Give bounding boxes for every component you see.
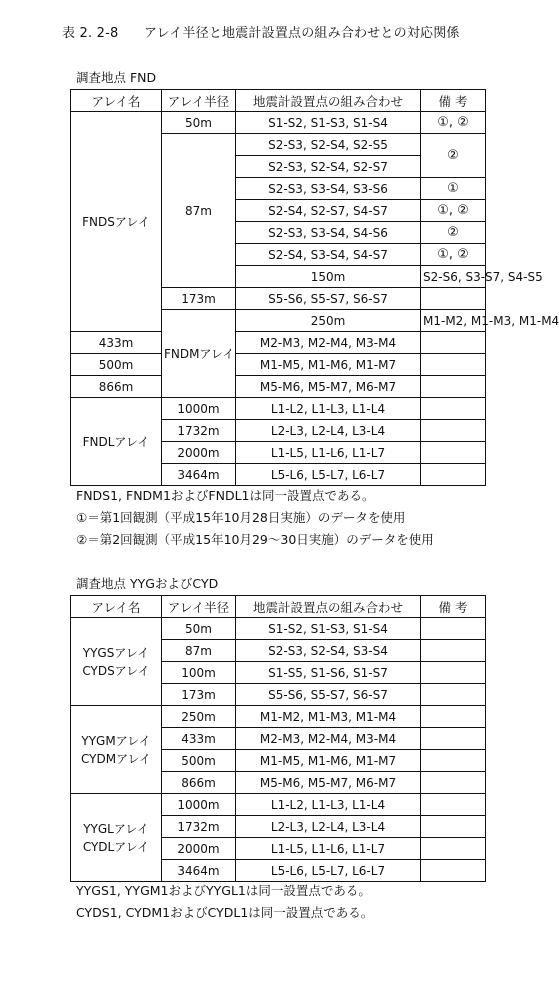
station-combination-cell: S5-S6, S5-S7, S6-S7 [236, 288, 421, 310]
station-combination-cell: M2-M3, M2-M4, M3-M4 [236, 332, 421, 354]
array-radius-cell: 500m [71, 354, 162, 376]
array-radius-cell: 2000m [162, 838, 236, 860]
array-table-fnd [70, 89, 559, 486]
table-header-row [71, 596, 486, 618]
array-radius-cell: 1732m [162, 420, 236, 442]
station-combination-cell: S1-S2, S1-S3, S1-S4 [236, 618, 421, 640]
note-line: YYGS1, YYGM1およびYYGL1は同一設置点である。 [76, 883, 371, 898]
station-combination-cell: S1-S5, S1-S6, S1-S7 [236, 662, 421, 684]
array-radius-cell: 1000m [162, 794, 236, 816]
table-body-fnd [71, 112, 559, 486]
array-radius-cell: 50m [162, 618, 236, 640]
table-row [71, 398, 486, 420]
array-radius-cell: 87m [162, 134, 236, 288]
site-label-yyg-cyd: 調査地点 YYGおよびCYD [76, 576, 219, 591]
header-station-combination: 地震計設置点の組み合わせ [236, 90, 421, 112]
array-radius-cell: 866m [71, 376, 162, 398]
array-name-cell: FNDSアレイ [71, 112, 162, 332]
remark-cell [421, 640, 486, 662]
station-combination-cell: S5-S6, S5-S7, S6-S7 [236, 684, 421, 706]
table-title: アレイ半径と地震計設置点の組み合わせとの対応関係 [144, 26, 460, 41]
remark-cell [421, 838, 486, 860]
station-combination-cell: S2-S3, S3-S4, S4-S6 [236, 222, 421, 244]
station-combination-cell: M1-M5, M1-M6, M1-M7 [236, 750, 421, 772]
station-combination-cell: S2-S3, S2-S4, S2-S7 [236, 156, 421, 178]
array-radius-cell: 3464m [162, 860, 236, 882]
header-array-name: アレイ名 [71, 90, 162, 112]
array-radius-cell: 87m [162, 640, 236, 662]
array-name-cell: FNDLアレイ [71, 398, 162, 486]
array-radius-cell: 100m [162, 662, 236, 684]
array-radius-cell: 173m [162, 684, 236, 706]
remark-cell [421, 772, 486, 794]
remark-cell: ①, ② [421, 112, 486, 134]
remark-cell: ① [421, 178, 486, 200]
remark-cell [421, 728, 486, 750]
array-radius-cell: 433m [162, 728, 236, 750]
site-label-fnd: 調査地点 FND [76, 70, 157, 85]
array-radius-cell: 1000m [162, 398, 236, 420]
note-line: ②＝第2回観測（平成15年10月29～30日実施）のデータを使用 [76, 532, 434, 547]
remark-cell [421, 706, 486, 728]
array-radius-cell: 2000m [162, 442, 236, 464]
array-radius-cell: 3464m [162, 464, 236, 486]
station-combination-cell: M1-M2, M1-M3, M1-M4 [421, 310, 486, 332]
array-radius-cell: 250m [236, 310, 421, 332]
header-remarks: 備 考 [421, 596, 486, 618]
header-array-radius: アレイ半径 [162, 596, 236, 618]
header-remarks: 備 考 [421, 90, 486, 112]
station-combination-cell: S2-S3, S3-S4, S3-S6 [236, 178, 421, 200]
remark-cell [421, 816, 486, 838]
station-combination-cell: L2-L3, L2-L4, L3-L4 [236, 420, 421, 442]
station-combination-cell: L5-L6, L5-L7, L6-L7 [236, 464, 421, 486]
station-combination-cell: M1-M5, M1-M6, M1-M7 [236, 354, 421, 376]
array-radius-cell: 500m [162, 750, 236, 772]
array-name-cell: YYGLアレイ CYDLアレイ [71, 794, 162, 882]
station-combination-cell: L2-L3, L2-L4, L3-L4 [236, 816, 421, 838]
remark-cell [421, 354, 486, 376]
station-combination-cell: L1-L5, L1-L6, L1-L7 [236, 442, 421, 464]
note-line: FNDS1, FNDM1およびFNDL1は同一設置点である。 [76, 488, 375, 503]
remark-cell [421, 618, 486, 640]
station-combination-cell: M1-M2, M1-M3, M1-M4 [236, 706, 421, 728]
array-radius-cell: 1732m [162, 816, 236, 838]
header-station-combination: 地震計設置点の組み合わせ [236, 596, 421, 618]
table-header-row [71, 90, 486, 112]
notes-fnd [76, 485, 434, 551]
array-radius-cell: 433m [71, 332, 162, 354]
remark-cell [421, 376, 486, 398]
array-radius-cell: 173m [162, 288, 236, 310]
notes-yyg-cyd [76, 880, 373, 924]
table-row [71, 354, 486, 376]
table-row [71, 332, 486, 354]
table-row [71, 112, 486, 134]
station-combination-cell: L1-L2, L1-L3, L1-L4 [236, 398, 421, 420]
remark-cell [421, 662, 486, 684]
station-combination-cell: L1-L5, L1-L6, L1-L7 [236, 838, 421, 860]
station-combination-cell: M2-M3, M2-M4, M3-M4 [236, 728, 421, 750]
remark-cell [421, 750, 486, 772]
array-radius-cell: 250m [162, 706, 236, 728]
header-array-name: アレイ名 [71, 596, 162, 618]
remark-cell: ② [421, 134, 486, 178]
array-name-cell: FNDMアレイ [162, 310, 236, 398]
station-combination-cell: M5-M6, M5-M7, M6-M7 [236, 376, 421, 398]
remark-cell [421, 398, 486, 420]
remark-cell [421, 860, 486, 882]
station-combination-cell: L5-L6, L5-L7, L6-L7 [236, 860, 421, 882]
table-number: 表 2. 2-8 [62, 26, 119, 41]
array-radius-cell: 50m [162, 112, 236, 134]
header-array-radius: アレイ半径 [162, 90, 236, 112]
array-table-yyg-cyd [70, 595, 486, 882]
table-row [71, 618, 486, 640]
remark-cell: ①, ② [421, 244, 486, 266]
station-combination-cell: L1-L2, L1-L3, L1-L4 [236, 794, 421, 816]
array-name-cell: YYGSアレイ CYDSアレイ [71, 618, 162, 706]
remark-cell [421, 442, 486, 464]
remark-cell [421, 794, 486, 816]
array-radius-cell: 866m [162, 772, 236, 794]
note-line: ①＝第1回観測（平成15年10月28日実施）のデータを使用 [76, 510, 406, 525]
table-body-yyg-cyd [71, 618, 486, 882]
station-combination-cell: S2-S6, S3-S7, S4-S5 [421, 266, 486, 288]
station-combination-cell: S2-S3, S2-S4, S2-S5 [236, 134, 421, 156]
station-combination-cell: S1-S2, S1-S3, S1-S4 [236, 112, 421, 134]
station-combination-cell: M5-M6, M5-M7, M6-M7 [236, 772, 421, 794]
station-combination-cell: S2-S4, S3-S4, S4-S7 [236, 244, 421, 266]
remark-cell [421, 464, 486, 486]
table-row [71, 706, 486, 728]
table-row [71, 794, 486, 816]
table-caption [62, 22, 542, 41]
remark-cell [421, 684, 486, 706]
remark-cell: ② [421, 222, 486, 244]
station-combination-cell: S2-S3, S2-S4, S3-S4 [236, 640, 421, 662]
remark-cell [421, 332, 486, 354]
station-combination-cell: S2-S4, S2-S7, S4-S7 [236, 200, 421, 222]
table-row [71, 376, 486, 398]
array-radius-cell: 150m [236, 266, 421, 288]
remark-cell: ①, ② [421, 200, 486, 222]
note-line: CYDS1, CYDM1およびCYDL1は同一設置点である。 [76, 905, 374, 920]
array-name-cell: YYGMアレイ CYDMアレイ [71, 706, 162, 794]
remark-cell [421, 420, 486, 442]
